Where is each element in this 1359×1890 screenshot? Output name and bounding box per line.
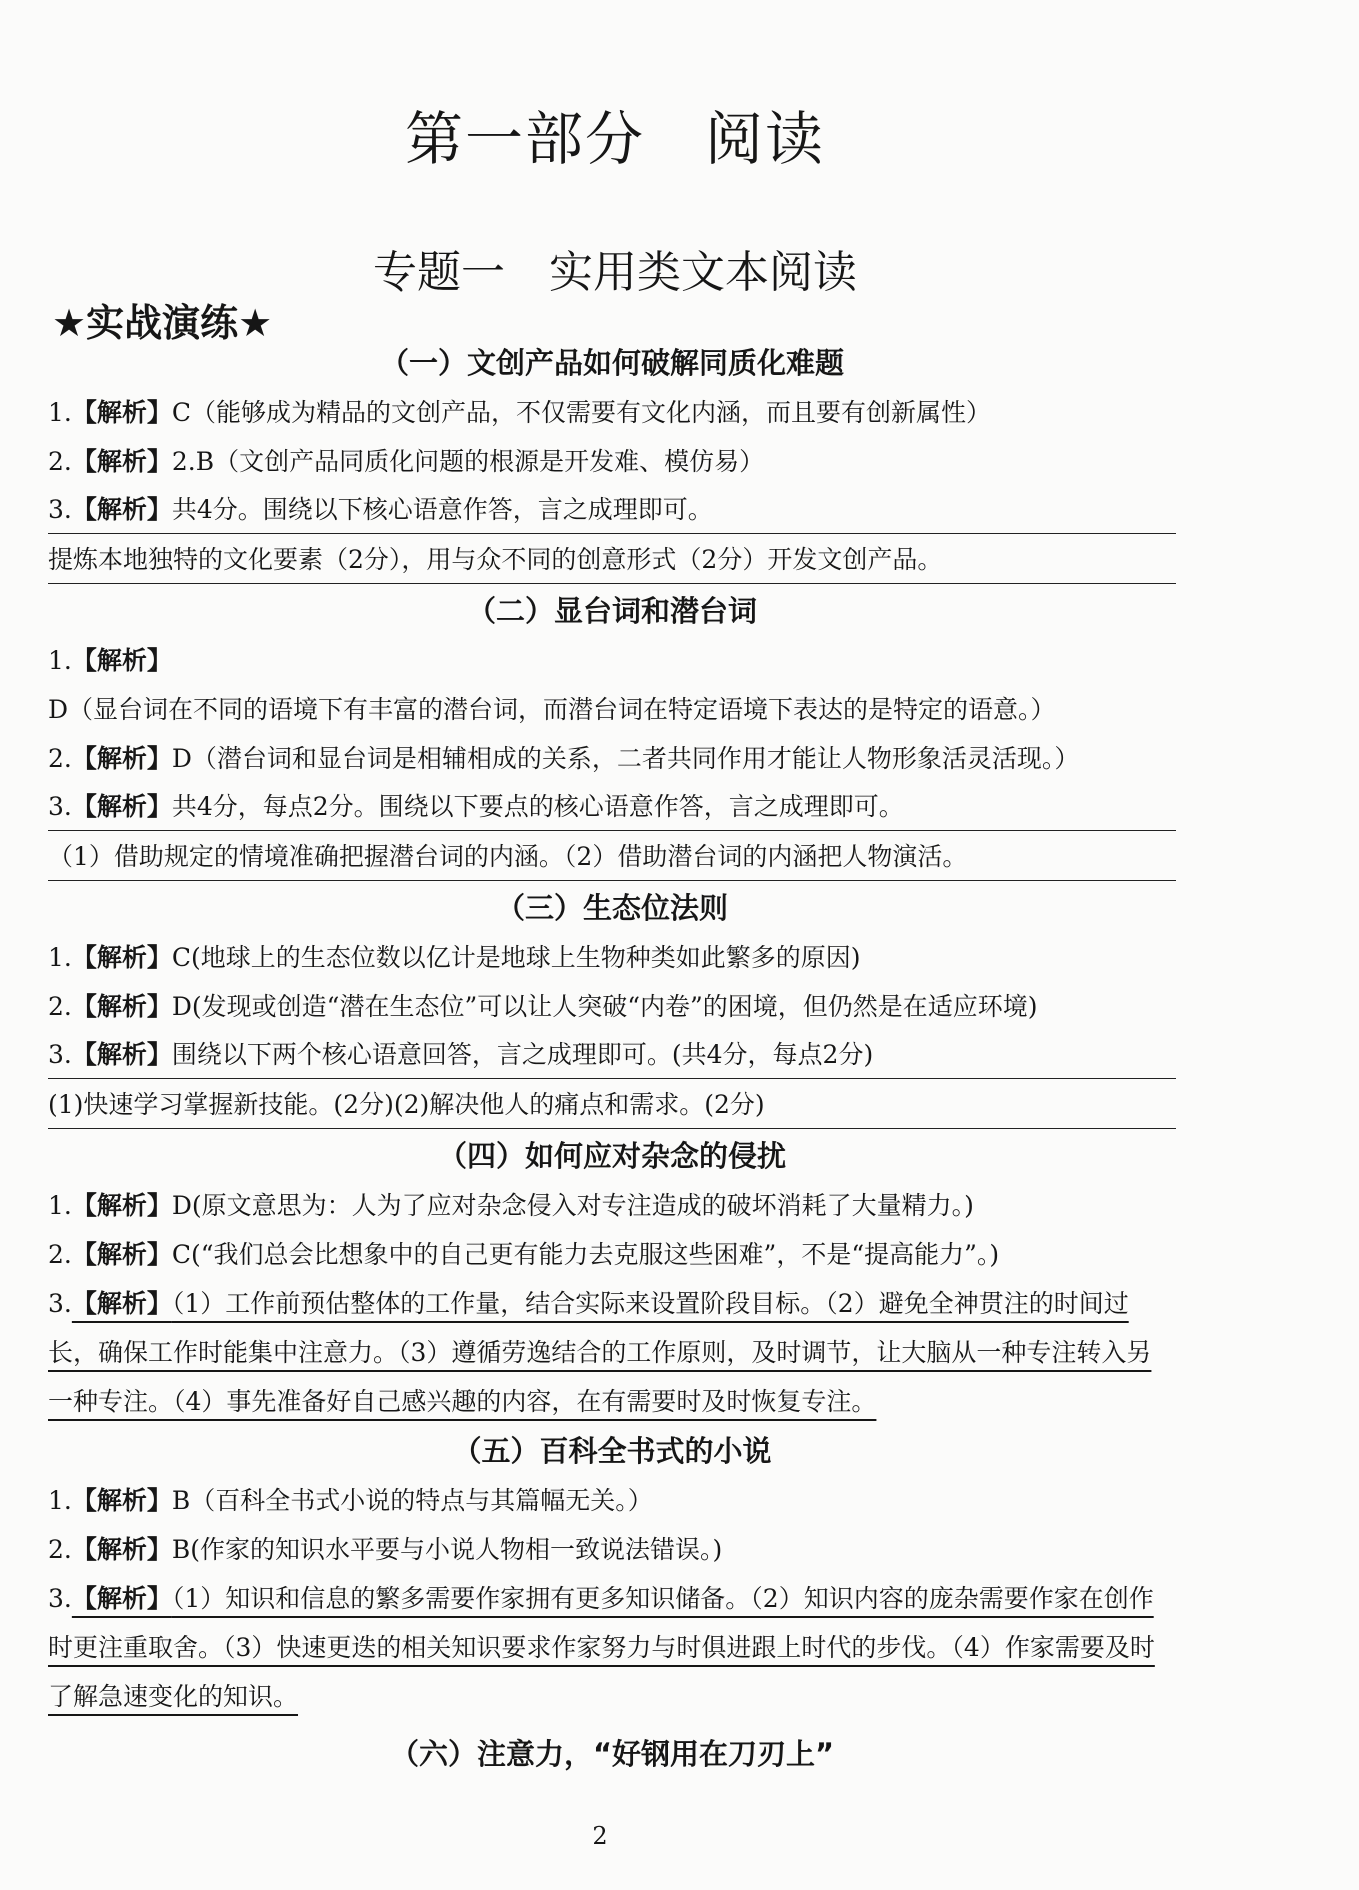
answer-line: （1）借助规定的情境准确把握潜台词的内涵。（2）借助潜台词的内涵把人物演活。 [48,833,1176,881]
answer-line: 3.【解析】（1）工作前预估整体的工作量，结合实际来设置阶段目标。（2）避免全神贯注的时间过长，确保工作时能集中注意力。（3）遵循劳逸结合的工作原则，及时调节，让大脑从一种专注转入另一种专注。（4）事先准备好自己感兴趣的内容，在有需要时及时恢复专注。 [48,1289,1152,1416]
answer-line: 1.【解析】D(原文意思为：人为了应对杂念侵入对专注造成的破坏消耗了大量精力。) [48,1191,974,1220]
answer-line: 2.【解析】D（潜台词和显台词是相辅相成的关系，二者共同作用才能让人物形象活灵活现。） [48,744,1080,773]
answer-line: 2.【解析】C(“我们总会比想象中的自己更有能力去克服这些困难”，不是“提高能力”。) [48,1240,1000,1269]
answer-line: 2.【解析】D(发现或创造“潜在生态位”可以让人突破“内卷”的困境，但仍然是在适应环境) [48,992,1038,1021]
answer-line: 1.【解析】C(地球上的生态位数以亿计是地球上生物种类如此繁多的原因) [48,943,861,972]
answer-line: 3.【解析】（1）知识和信息的繁多需要作家拥有更多知识储备。（2）知识内容的庞杂需要作家在创作时更注重取舍。（3）快速更迭的相关知识要求作家努力与时俱进跟上时代的步伐。（4）作家需要及时了解急速变化的知识。 [48,1584,1155,1711]
section-heading-3: （三）生态位法则 [495,891,728,925]
section-heading-2: （二）显台词和潜台词 [466,594,757,628]
answer-line: 3.【解析】围绕以下两个核心语意回答，言之成理即可。(共4分，每点2分) [48,1031,1176,1079]
topic-title: 专题一 实用类文本阅读 [373,247,857,298]
answer-line: 2.【解析】B(作家的知识水平要与小说人物相一致说法错误。) [48,1535,723,1564]
page-number: 2 [592,1822,608,1850]
section-heading-1: （一）文创产品如何破解同质化难题 [379,346,844,380]
answer-line: 1.【解析】C（能够成为精品的文创产品，不仅需要有文化内涵，而且要有创新属性） [48,398,992,427]
answer-line: (1)快速学习掌握新技能。(2分)(2)解决他人的痛点和需求。(2分) [48,1081,1176,1129]
section-heading-5: （五）百科全书式的小说 [452,1434,772,1468]
section-heading-6: （六）注意力，“好钢用在刀刃上” [389,1737,835,1771]
answer-line: 提炼本地独特的文化要素（2分），用与众不同的创意形式（2分）开发文创产品。 [48,536,1176,584]
answer-line: 1.【解析】B（百科全书式小说的特点与其篇幅无关。） [48,1486,653,1515]
practice-label: ★实战演练★ [52,301,273,345]
part-title: 第一部分 阅读 [404,105,825,173]
answer-line: 3.【解析】共4分，每点2分。围绕以下要点的核心语意作答，言之成理即可。 [48,783,1176,831]
answer-line: 3.【解析】共4分。围绕以下核心语意作答，言之成理即可。 [48,486,1176,534]
answer-line: 2.【解析】2.B（文创产品同质化问题的根源是开发难、模仿易） [48,447,765,476]
section-heading-4: （四）如何应对杂念的侵扰 [437,1139,786,1173]
answer-content [48,338,1176,1779]
answer-line: 1.【解析】D（显台词在不同的语境下有丰富的潜台词，而潜台词在特定语境下表达的是特定的语意。） [48,646,1056,724]
